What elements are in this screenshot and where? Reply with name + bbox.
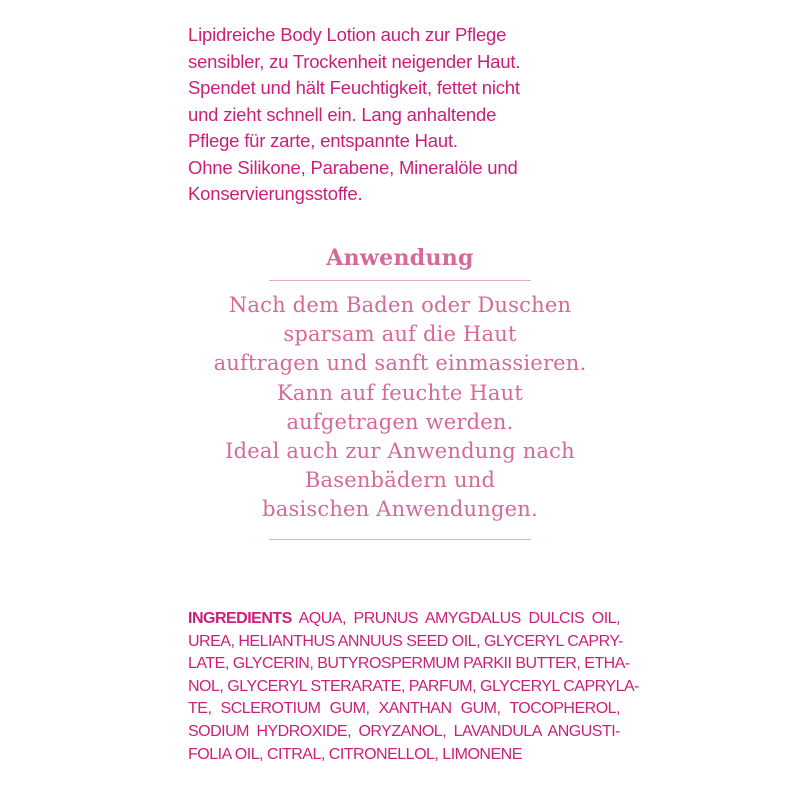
- usage-line: Basenbädern und: [304, 468, 496, 493]
- description-line: und zieht schnell ein. Lang anhaltende: [188, 103, 497, 125]
- usage-line: auftragen und sanft einmassieren.: [213, 351, 587, 376]
- usage-title: Anwendung: [326, 245, 474, 271]
- ingredients-line: TE, SCLEROTIUM GUM, XANTHAN GUM, TOCOPHEROL,: [188, 700, 620, 718]
- description-line: sensibler, zu Trockenheit neigender Haut.: [188, 50, 521, 72]
- description-line: Pflege für zarte, entspannte Haut.: [188, 130, 458, 151]
- description-line: Lipidreiche Body Lotion auch zur Pflege: [188, 24, 507, 45]
- ingredients-line: FOLIA OIL, CITRAL, CITRONELLOL, LIMONENE: [188, 745, 522, 763]
- usage-divider-bottom: [269, 539, 531, 540]
- description-line: Ohne Silikone, Parabene, Mineralöle und: [188, 156, 518, 178]
- ingredients-list: [188, 608, 639, 766]
- usage-line: Nach dem Baden oder Duschen: [228, 293, 572, 317]
- usage-line: Ideal auch zur Anwendung nach: [225, 439, 575, 464]
- description-line: Konservierungsstoffe.: [188, 183, 363, 204]
- ingredients-label: INGREDIENTS: [188, 610, 292, 627]
- description-line: Spendet und hält Feuchtigkeit, fettet nicht: [188, 77, 520, 98]
- product-description: [188, 22, 608, 208]
- usage-instructions: [0, 291, 800, 525]
- ingredients-line: LATE, GLYCERIN, BUTYROSPERMUM PARKII BUTTER, ETHA-: [188, 655, 630, 673]
- ingredients-line: [188, 608, 620, 631]
- ingredients-line: SODIUM HYDROXIDE, ORYZANOL, LAVANDULA ANGUSTI-: [188, 722, 620, 740]
- usage-line: sparsam auf die Haut: [283, 322, 517, 347]
- ingredients-line: UREA, HELIANTHUS ANNUUS SEED OIL, GLYCERYL CAPRY-: [188, 632, 623, 650]
- ingredients-text: AQUA, PRUNUS AMYGDALUS DULCIS OIL,: [298, 610, 621, 627]
- usage-line: aufgetragen werden.: [286, 409, 514, 434]
- usage-line: Kann auf feuchte Haut: [277, 380, 523, 405]
- usage-divider-top: [269, 280, 531, 281]
- usage-section: [0, 242, 800, 540]
- ingredients-line: NOL, GLYCERYL STERARATE, PARFUM, GLYCERYL CAPRYLA-: [188, 677, 639, 695]
- usage-line: basischen Anwendungen.: [262, 497, 538, 522]
